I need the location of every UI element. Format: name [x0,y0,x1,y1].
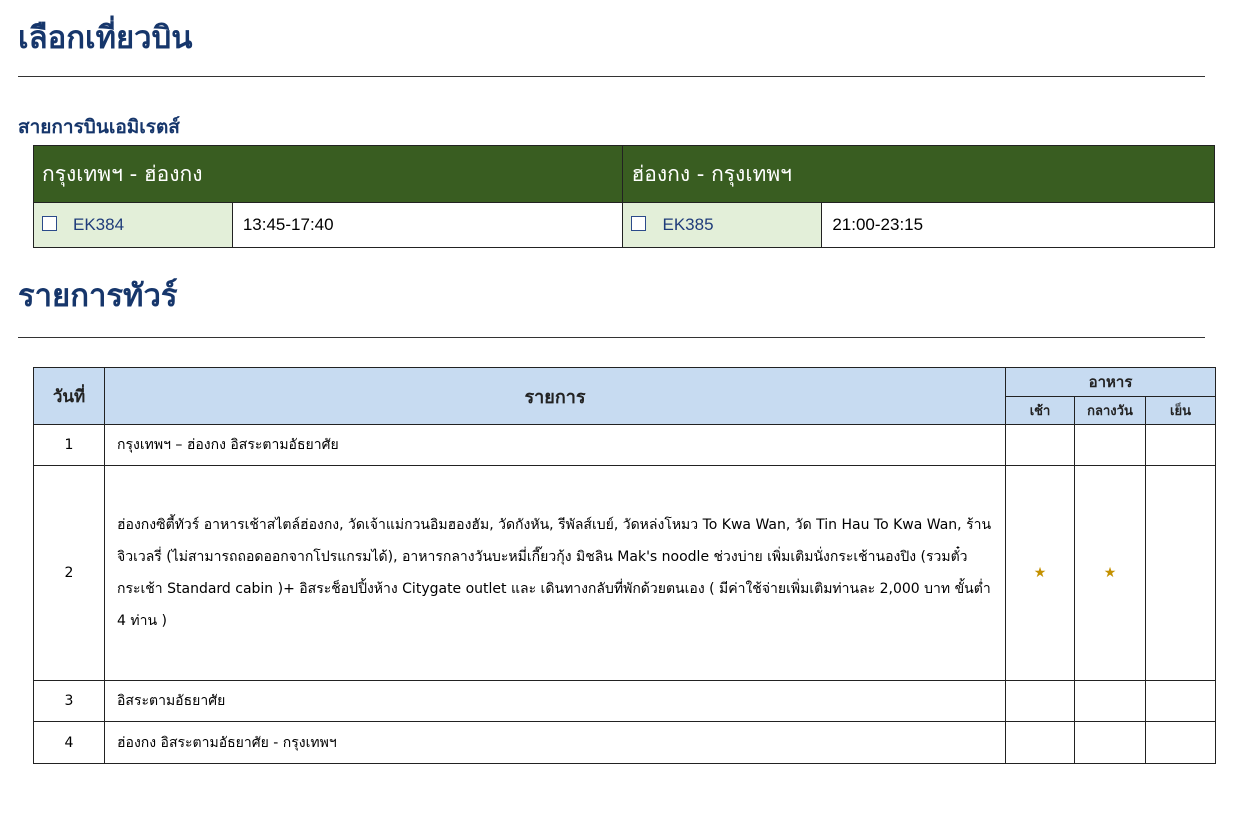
meal-lunch [1075,681,1146,722]
inbound-route: ฮ่องกง - กรุงเทพฯ [623,146,1215,203]
col-header-day: วันที่ [34,368,105,425]
col-header-lunch: กลางวัน [1075,397,1146,425]
select-flight-heading: เลือกเที่ยวบิน [18,20,193,56]
row-day: 4 [34,722,105,764]
outbound-flight-checkbox[interactable] [42,216,57,231]
row-day: 1 [34,425,105,466]
col-header-dinner: เย็น [1146,397,1216,425]
inbound-flight-time: 21:00-23:15 [822,203,1215,248]
row-day: 3 [34,681,105,722]
meal-dinner [1146,722,1216,764]
flight-table [33,145,1215,248]
inbound-flight-code: EK385 [662,215,714,234]
outbound-flight-code: EK384 [73,215,125,234]
meal-lunch: ★ [1075,466,1146,681]
inbound-flight-option[interactable] [623,203,822,248]
row-day: 2 [34,466,105,681]
meal-breakfast [1006,425,1075,466]
col-header-meals: อาหาร [1006,368,1216,397]
table-row [34,722,1216,764]
outbound-flight-option[interactable] [34,203,233,248]
row-program: อิสระตามอัธยาศัย [105,681,1006,722]
row-program: ฮ่องกง อิสระตามอัธยาศัย - กรุงเทพฯ [105,722,1006,764]
tour-itinerary-table [33,367,1216,764]
row-program: กรุงเทพฯ – ฮ่องกง อิสระตามอัธยาศัย [105,425,1006,466]
meal-breakfast [1006,681,1075,722]
meal-lunch [1075,425,1146,466]
table-row [34,466,1216,681]
meal-breakfast [1006,722,1075,764]
table-row [34,681,1216,722]
meal-dinner [1146,425,1216,466]
flight-option-row [34,203,1215,248]
row-program: ฮ่องกงซิตี้ทัวร์ อาหารเช้าสไตล์ฮ่องกง, วัดเจ้าแม่กวนอิมฮองฮัม, วัดกังหัน, รีพัลส์เบย์, วัดหล่งโหมว To Kwa Wan, วัด Tin Hau To Kwa Wan, ร้านจิวเวลรี่ (ไม่สามารถถอดออกจากโปรแกรมได้), อาหารกลางวันบะหมี่เกี๊ยวกุ้ง มิชลิน Mak's noodle ช่วงบ่าย เพิ่มเติมนั่งกระเช้านองปิง (รวมตั๋วกระเช้า Standard cabin )+ อิสระช็อปปิ้งห้าง Citygate outlet และ เดินทางกลับที่พักด้วยตนเอง ( มีค่าใช้จ่ายเพิ่มเติมท่านละ 2,000 บาท ขั้นต่ำ 4 ท่าน ) [105,466,1006,681]
outbound-route: กรุงเทพฯ - ฮ่องกง [34,146,623,203]
meal-dinner [1146,466,1216,681]
meal-breakfast: ★ [1006,466,1075,681]
tour-program-heading: รายการทัวร์ [18,278,178,314]
col-header-breakfast: เช้า [1006,397,1075,425]
table-row [34,425,1216,466]
flight-route-row [34,146,1215,203]
heading-divider [18,76,1205,77]
meal-lunch [1075,722,1146,764]
tour-heading-divider [18,337,1205,338]
outbound-flight-time: 13:45-17:40 [232,203,623,248]
inbound-flight-checkbox[interactable] [631,216,646,231]
airline-heading: สายการบินเอมิเรตส์ [18,116,180,138]
col-header-program: รายการ [105,368,1006,425]
meal-dinner [1146,681,1216,722]
